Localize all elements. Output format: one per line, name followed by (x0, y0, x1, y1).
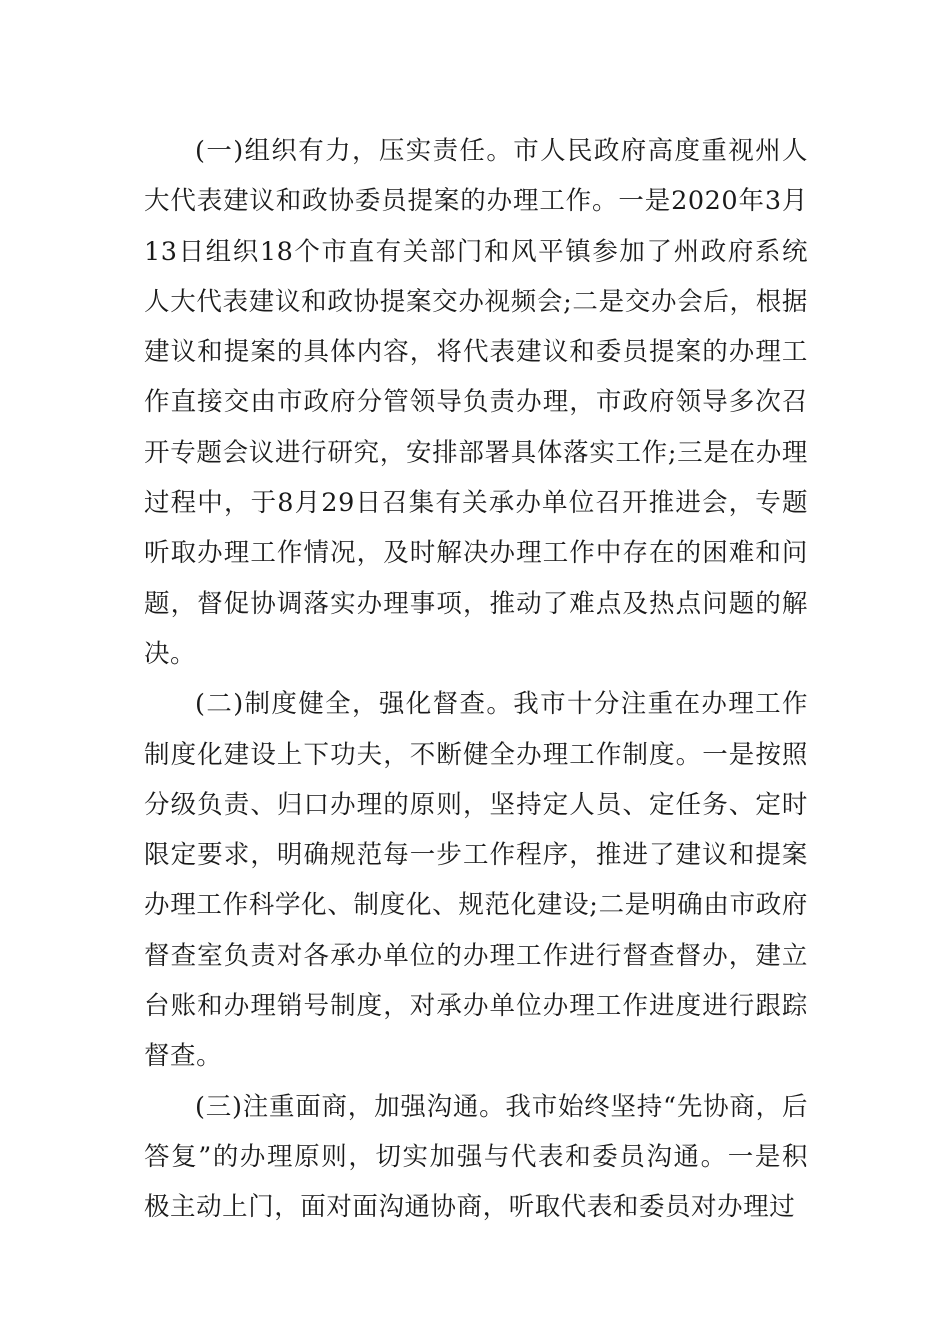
paragraph-organization: (一)组织有力，压实责任。市人民政府高度重视州人大代表建议和政协委员提案的办理工作。一是2020年3月13日组织18个市直有关部门和风平镇参加了州政府系统人大代表建议和政协提案交办视频会;二是交办会后，根据建议和提案的具体内容，将代表建议和委员提案的办理工作直接交由市政府分管领导负责办理，市政府领导多次召开专题会议进行研究，安排部署具体落实工作;三是在办理过程中，于8月29日召集有关承办单位召开推进会，专题听取办理工作情况，及时解决办理工作中存在的困难和问题，督促协调落实办理事项，推动了难点及热点问题的解决。 (144, 136, 808, 669)
document-body (144, 126, 808, 1233)
paragraph-system: (二)制度健全，强化督查。我市十分注重在办理工作制度化建设上下功夫，不断健全办理工作制度。一是按照分级负责、归口办理的原则，坚持定人员、定任务、定时限定要求，明确规范每一步工作程序，推进了建议和提案办理工作科学化、制度化、规范化建设;二是明确由市政府督查室负责对各承办单位的办理工作进行督查督办，建立台账和办理销号制度，对承办单位办理工作进度进行跟踪督查。 (144, 689, 808, 1072)
paragraph-communication: (三)注重面商，加强沟通。我市始终坚持“先协商，后答复”的办理原则，切实加强与代表和委员沟通。一是积极主动上门，面对面沟通协商，听取代表和委员对办理过 (144, 1091, 808, 1223)
